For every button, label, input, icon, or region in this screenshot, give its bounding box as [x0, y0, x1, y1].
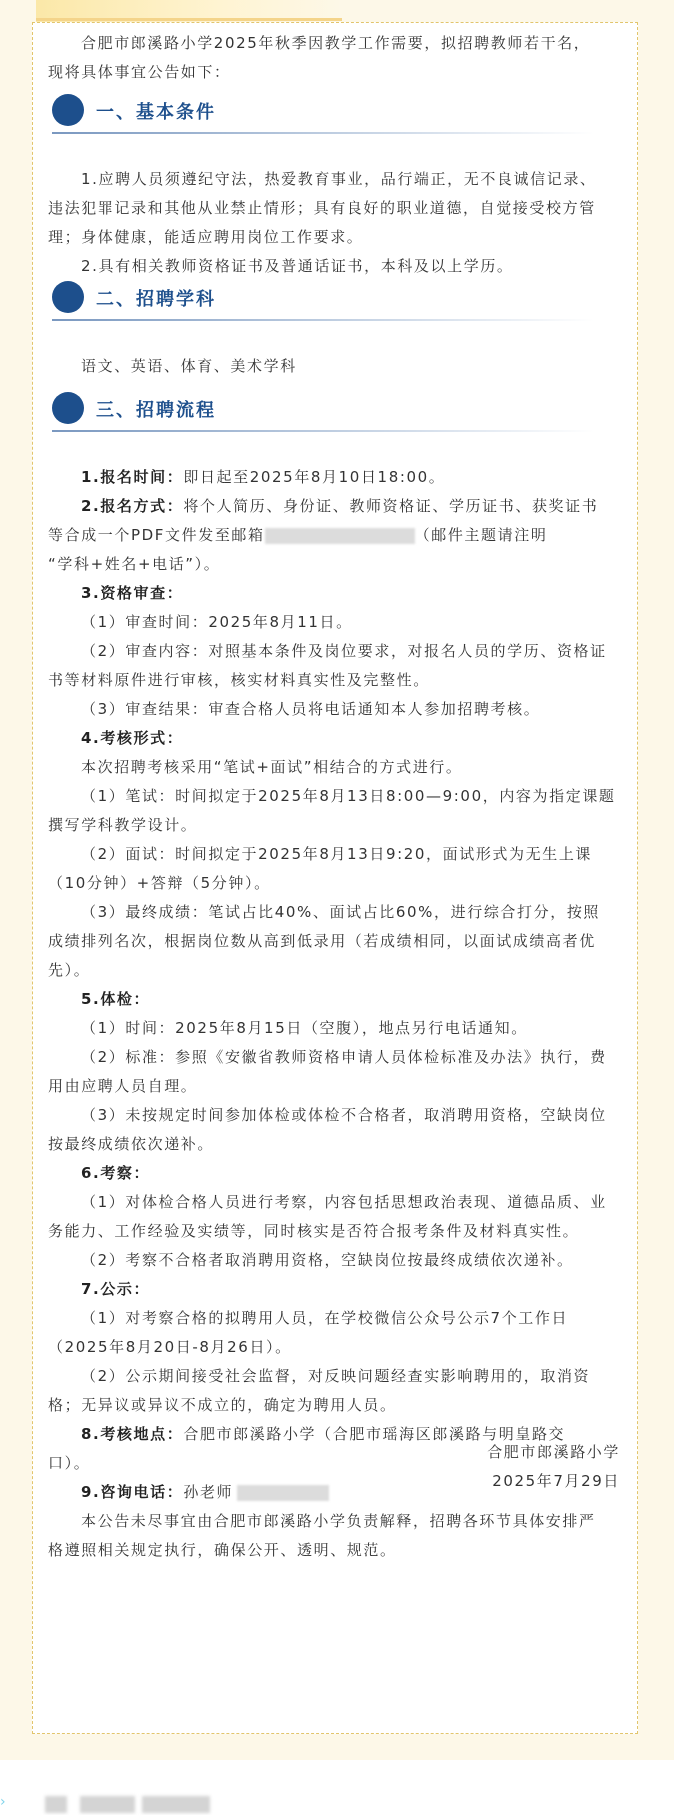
- process-heading: 7.公示：: [81, 1280, 151, 1298]
- section-bullet-icon: [52, 94, 84, 126]
- paragraph-line: 口）。: [48, 1454, 91, 1472]
- process-item: “学科+姓名+电话”）。: [48, 555, 221, 573]
- paragraph-line: 2.具有相关教师资格证书及普通话证书，本科及以上学历。: [81, 257, 514, 275]
- paragraph-line: （1）笔试：时间拟定于2025年8月13日8:00—9:00，内容为指定课题: [81, 787, 616, 805]
- chevron-right-icon: ›: [0, 1794, 6, 1810]
- process-heading: 5.体检：: [81, 990, 151, 1008]
- paragraph-line: 理；身体健康，能适应聘用岗位工作要求。: [48, 228, 364, 246]
- paragraph-line: 成绩排列名次，根据岗位数从高到低录用（若成绩相同，以面试成绩高者优: [48, 932, 596, 950]
- section-divider: [52, 132, 594, 134]
- paragraph-line: （3）最终成绩：笔试占比40%、面试占比60%，进行综合打分，按照: [81, 903, 601, 921]
- section-label: 一、基本条件: [96, 102, 216, 123]
- section-title-subjects: [52, 281, 614, 321]
- paragraph-line: 书等材料原件进行审核，核实材料真实性及完整性。: [48, 671, 430, 689]
- item-label: 8.考核地点：: [81, 1425, 184, 1443]
- intro-line: 现将具体事宜公告如下：: [48, 63, 231, 81]
- paragraph-line: 格；无异议或异议不成立的，确定为聘用人员。: [48, 1396, 397, 1414]
- paragraph-line: （1）对考察合格的拟聘用人员，在学校微信公众号公示7个工作日: [81, 1309, 569, 1327]
- paragraph-line: 按最终成绩依次递补。: [48, 1135, 215, 1153]
- redacted-footer-text: [45, 1796, 67, 1813]
- paragraph-line: （2025年8月20日-8月26日）。: [48, 1338, 292, 1356]
- redacted-email: [265, 528, 415, 544]
- paragraph-line: 1.应聘人员须遵纪守法，热爱教育事业，品行端正，无不良诚信记录、: [81, 170, 597, 188]
- paragraph-line: （1）时间：2025年8月15日（空腹），地点另行电话通知。: [81, 1019, 528, 1037]
- item-text: 即日起至2025年8月10日18:00。: [183, 468, 446, 486]
- section-bullet-icon: [52, 281, 84, 313]
- item-label: 9.咨询电话：: [81, 1483, 184, 1501]
- basic-conditions: [48, 165, 620, 281]
- process-item: [48, 521, 620, 550]
- section-title-process: [52, 392, 614, 432]
- intro: [48, 29, 620, 87]
- item-label: 2.报名方式：: [81, 497, 184, 515]
- paragraph-line: 违法犯罪记录和其他从业禁止情形；具有良好的职业道德，自觉接受校方管: [48, 199, 596, 217]
- section-divider: [52, 319, 594, 321]
- paragraph-line: （2）标准：参照《安徽省教师资格申请人员体检标准及办法》执行，费: [81, 1048, 607, 1066]
- paragraph-line: （1）对体检合格人员进行考察，内容包括思想政治表现、道德品质、业: [81, 1193, 607, 1211]
- paragraph-line: （2）考察不合格者取消聘用资格，空缺岗位按最终成绩依次递补。: [81, 1251, 574, 1269]
- paragraph-line: 撰写学科教学设计。: [48, 816, 198, 834]
- item-text: 合肥市郎溪路小学（合肥市瑶海区郎溪路与明皇路交: [183, 1425, 566, 1443]
- paragraph-line: （2）审查内容：对照基本条件及岗位要求，对报名人员的学历、资格证: [81, 642, 607, 660]
- paragraph-line: （10分钟）+答辩（5分钟）。: [48, 874, 271, 892]
- paragraph-line: 本次招聘考核采用“笔试+面试”相结合的方式进行。: [81, 758, 463, 776]
- redacted-footer-text: [80, 1796, 135, 1813]
- paragraph-line: （1）审查时间：2025年8月11日。: [81, 613, 353, 631]
- process-item: [48, 492, 620, 521]
- process: [48, 463, 620, 1565]
- paragraph-line: 格遵照相关规定执行，确保公开、透明、规范。: [48, 1541, 397, 1559]
- item-text: （邮件主题请注明: [414, 526, 548, 544]
- process-heading: 4.考核形式：: [81, 729, 184, 747]
- process-item: [48, 463, 620, 492]
- paragraph-line: （2）面试：时间拟定于2025年8月13日9:20，面试形式为无生上课: [81, 845, 593, 863]
- intro-line: 合肥市郎溪路小学2025年秋季因教学工作需要，拟招聘教师若干名，: [81, 34, 591, 52]
- paragraph-line: （3）未按规定时间参加体检或体检不合格者，取消聘用资格，空缺岗位: [81, 1106, 607, 1124]
- item-text: 将个人简历、身份证、教师资格证、学历证书、获奖证书: [183, 497, 599, 515]
- paragraph-line: 先）。: [48, 961, 91, 979]
- signature-date: 2025年7月29日: [492, 1472, 620, 1490]
- item-text: 孙老师: [183, 1483, 234, 1501]
- section-label: 二、招聘学科: [96, 289, 216, 310]
- paragraph-line: （2）公示期间接受社会监督，对反映问题经查实影响聘用的，取消资: [81, 1367, 591, 1385]
- paragraph-line: 用由应聘人员自理。: [48, 1077, 198, 1095]
- subjects: [48, 352, 620, 381]
- subjects-text: 语文、英语、体育、美术学科: [81, 357, 297, 375]
- section-bullet-icon: [52, 392, 84, 424]
- paragraph-line: 务能力、工作经验及实绩等，同时核实是否符合报考条件及材料真实性。: [48, 1222, 580, 1240]
- section-divider: [52, 430, 594, 432]
- signature: [48, 1438, 620, 1496]
- section-label: 三、招聘流程: [96, 400, 216, 421]
- redacted-footer-text: [142, 1796, 210, 1813]
- paragraph-line: 本公告未尽事宜由合肥市郎溪路小学负责解释，招聘各环节具体安排严: [81, 1512, 596, 1530]
- section-title-basic: [52, 94, 614, 134]
- process-heading: 6.考察：: [81, 1164, 151, 1182]
- item-label: 1.报名时间：: [81, 468, 184, 486]
- signature-org: 合肥市郎溪路小学: [487, 1443, 620, 1461]
- item-text: 等合成一个PDF文件发至邮箱: [48, 526, 265, 544]
- paragraph-line: （3）审查结果：审查合格人员将电话通知本人参加招聘考核。: [81, 700, 541, 718]
- process-heading: 3.资格审查：: [81, 584, 184, 602]
